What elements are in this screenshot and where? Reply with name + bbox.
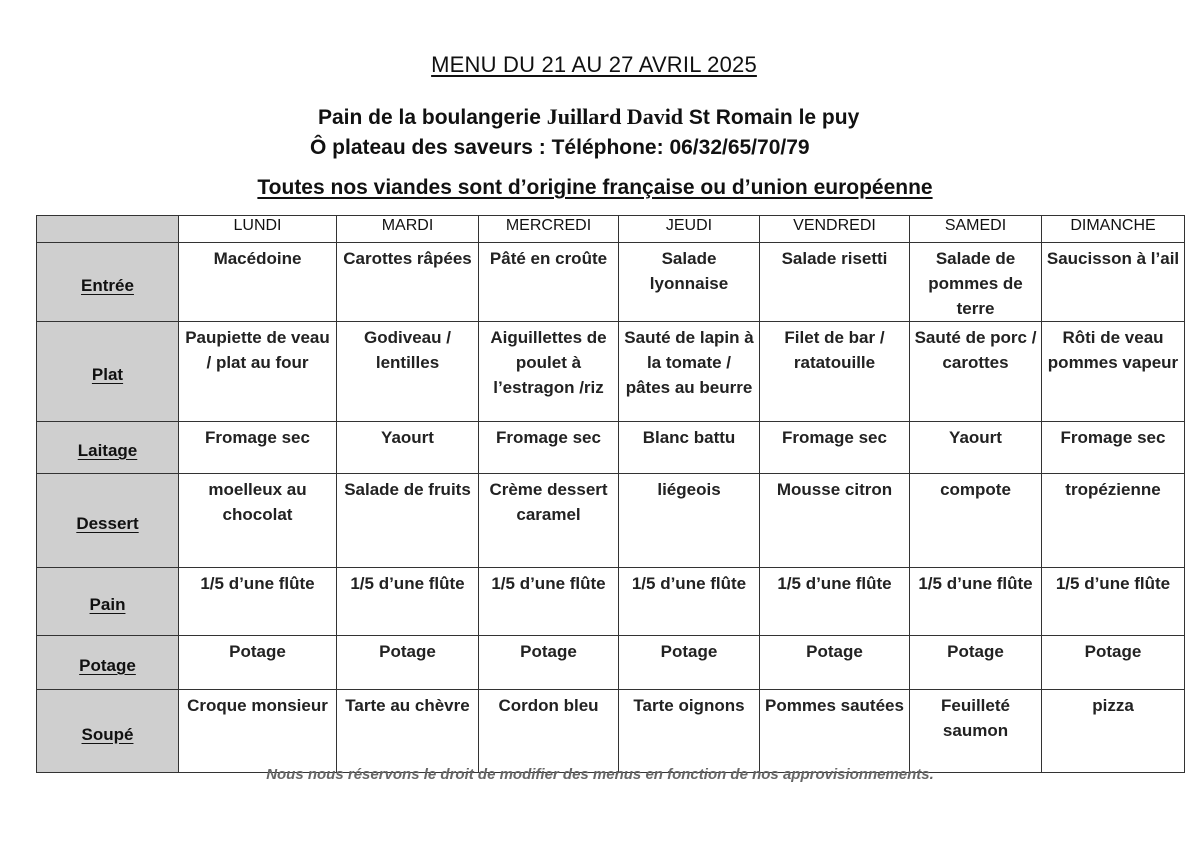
menu-cell: Potage bbox=[619, 636, 760, 690]
menu-cell: Saucisson à l’ail bbox=[1042, 243, 1185, 322]
menu-cell: 1/5 d’une flûte bbox=[337, 568, 479, 636]
menu-cell: Fromage sec bbox=[760, 422, 910, 474]
menu-cell: Feuilleté saumon bbox=[910, 690, 1042, 773]
menu-cell: Carottes râpées bbox=[337, 243, 479, 322]
row-label: Plat bbox=[37, 322, 179, 422]
row-label: Soupé bbox=[37, 690, 179, 773]
menu-title: MENU DU 21 AU 27 AVRIL 2025 bbox=[431, 52, 757, 77]
menu-row-pain bbox=[37, 568, 1185, 636]
menu-cell: 1/5 d’une flûte bbox=[1042, 568, 1185, 636]
menu-cell: Blanc battu bbox=[619, 422, 760, 474]
bakery-suffix: St Romain le puy bbox=[688, 106, 860, 129]
menu-cell: Salade lyonnaise bbox=[619, 243, 760, 322]
day-header: SAMEDI bbox=[910, 216, 1042, 243]
menu-cell: Paupiette de veau / plat au four bbox=[179, 322, 337, 422]
row-label: Dessert bbox=[37, 474, 179, 568]
menu-cell: Pommes sautées bbox=[760, 690, 910, 773]
menu-cell: Potage bbox=[479, 636, 619, 690]
menu-cell: Tarte au chèvre bbox=[337, 690, 479, 773]
day-header: MARDI bbox=[337, 216, 479, 243]
menu-cell: Potage bbox=[1042, 636, 1185, 690]
menu-cell: Aiguillettes de poulet à l’estragon /riz bbox=[479, 322, 619, 422]
menu-cell: Potage bbox=[760, 636, 910, 690]
menu-cell: liégeois bbox=[619, 474, 760, 568]
day-header: LUNDI bbox=[179, 216, 337, 243]
menu-cell: Pâté en croûte bbox=[479, 243, 619, 322]
menu-row-laitage bbox=[37, 422, 1185, 474]
menu-cell: 1/5 d’une flûte bbox=[619, 568, 760, 636]
menu-cell: 1/5 d’une flûte bbox=[910, 568, 1042, 636]
menu-cell: Filet de bar / ratatouille bbox=[760, 322, 910, 422]
menu-cell: Potage bbox=[179, 636, 337, 690]
day-header: DIMANCHE bbox=[1042, 216, 1185, 243]
menu-cell: Godiveau / lentilles bbox=[337, 322, 479, 422]
menu-cell: Tarte oignons bbox=[619, 690, 760, 773]
menu-cell: compote bbox=[910, 474, 1042, 568]
menu-cell: Fromage sec bbox=[479, 422, 619, 474]
menu-cell: Macédoine bbox=[179, 243, 337, 322]
menu-cell: 1/5 d’une flûte bbox=[479, 568, 619, 636]
bakery-line bbox=[318, 104, 859, 130]
menu-cell: Potage bbox=[337, 636, 479, 690]
menu-cell: Cordon bleu bbox=[479, 690, 619, 773]
menu-row-soupe bbox=[37, 690, 1185, 773]
bakery-prefix: Pain de la boulangerie bbox=[318, 106, 541, 129]
menu-cell: tropézienne bbox=[1042, 474, 1185, 568]
menu-cell: Croque monsieur bbox=[179, 690, 337, 773]
menu-cell: Yaourt bbox=[910, 422, 1042, 474]
bakery-name: Juillard David bbox=[546, 104, 684, 129]
corner-cell bbox=[37, 216, 179, 243]
row-label: Potage bbox=[37, 636, 179, 690]
menu-row-entree bbox=[37, 243, 1185, 322]
footer-disclaimer: Nous nous réservons le droit de modifier des menus en fonction de nos approvisionnements. bbox=[266, 766, 934, 783]
menu-cell: pizza bbox=[1042, 690, 1185, 773]
days-header-row bbox=[37, 216, 1185, 243]
row-label: Pain bbox=[37, 568, 179, 636]
menu-cell: Mousse citron bbox=[760, 474, 910, 568]
menu-cell: Salade risetti bbox=[760, 243, 910, 322]
origin-line: Toutes nos viandes sont d’origine française ou d’union européenne bbox=[257, 176, 933, 199]
menu-cell: Salade de pommes de terre bbox=[910, 243, 1042, 322]
row-label: Laitage bbox=[37, 422, 179, 474]
menu-cell: Rôti de veau pommes vapeur bbox=[1042, 322, 1185, 422]
menu-row-dessert bbox=[37, 474, 1185, 568]
menu-cell: Fromage sec bbox=[179, 422, 337, 474]
menu-cell: Fromage sec bbox=[1042, 422, 1185, 474]
menu-cell: Yaourt bbox=[337, 422, 479, 474]
menu-cell: Sauté de porc / carottes bbox=[910, 322, 1042, 422]
day-header: JEUDI bbox=[619, 216, 760, 243]
menu-table bbox=[36, 215, 1185, 773]
menu-cell: Salade de fruits bbox=[337, 474, 479, 568]
menu-row-potage bbox=[37, 636, 1185, 690]
row-label: Entrée bbox=[37, 243, 179, 322]
phone-line: Ô plateau des saveurs : Téléphone: 06/32/65/70/79 bbox=[310, 136, 810, 159]
day-header: VENDREDI bbox=[760, 216, 910, 243]
day-header: MERCREDI bbox=[479, 216, 619, 243]
menu-cell: 1/5 d’une flûte bbox=[760, 568, 910, 636]
menu-cell: Crème dessert caramel bbox=[479, 474, 619, 568]
menu-cell: Potage bbox=[910, 636, 1042, 690]
menu-cell: 1/5 d’une flûte bbox=[179, 568, 337, 636]
menu-cell: moelleux au chocolat bbox=[179, 474, 337, 568]
menu-cell: Sauté de lapin à la tomate / pâtes au beurre bbox=[619, 322, 760, 422]
menu-row-plat bbox=[37, 322, 1185, 422]
